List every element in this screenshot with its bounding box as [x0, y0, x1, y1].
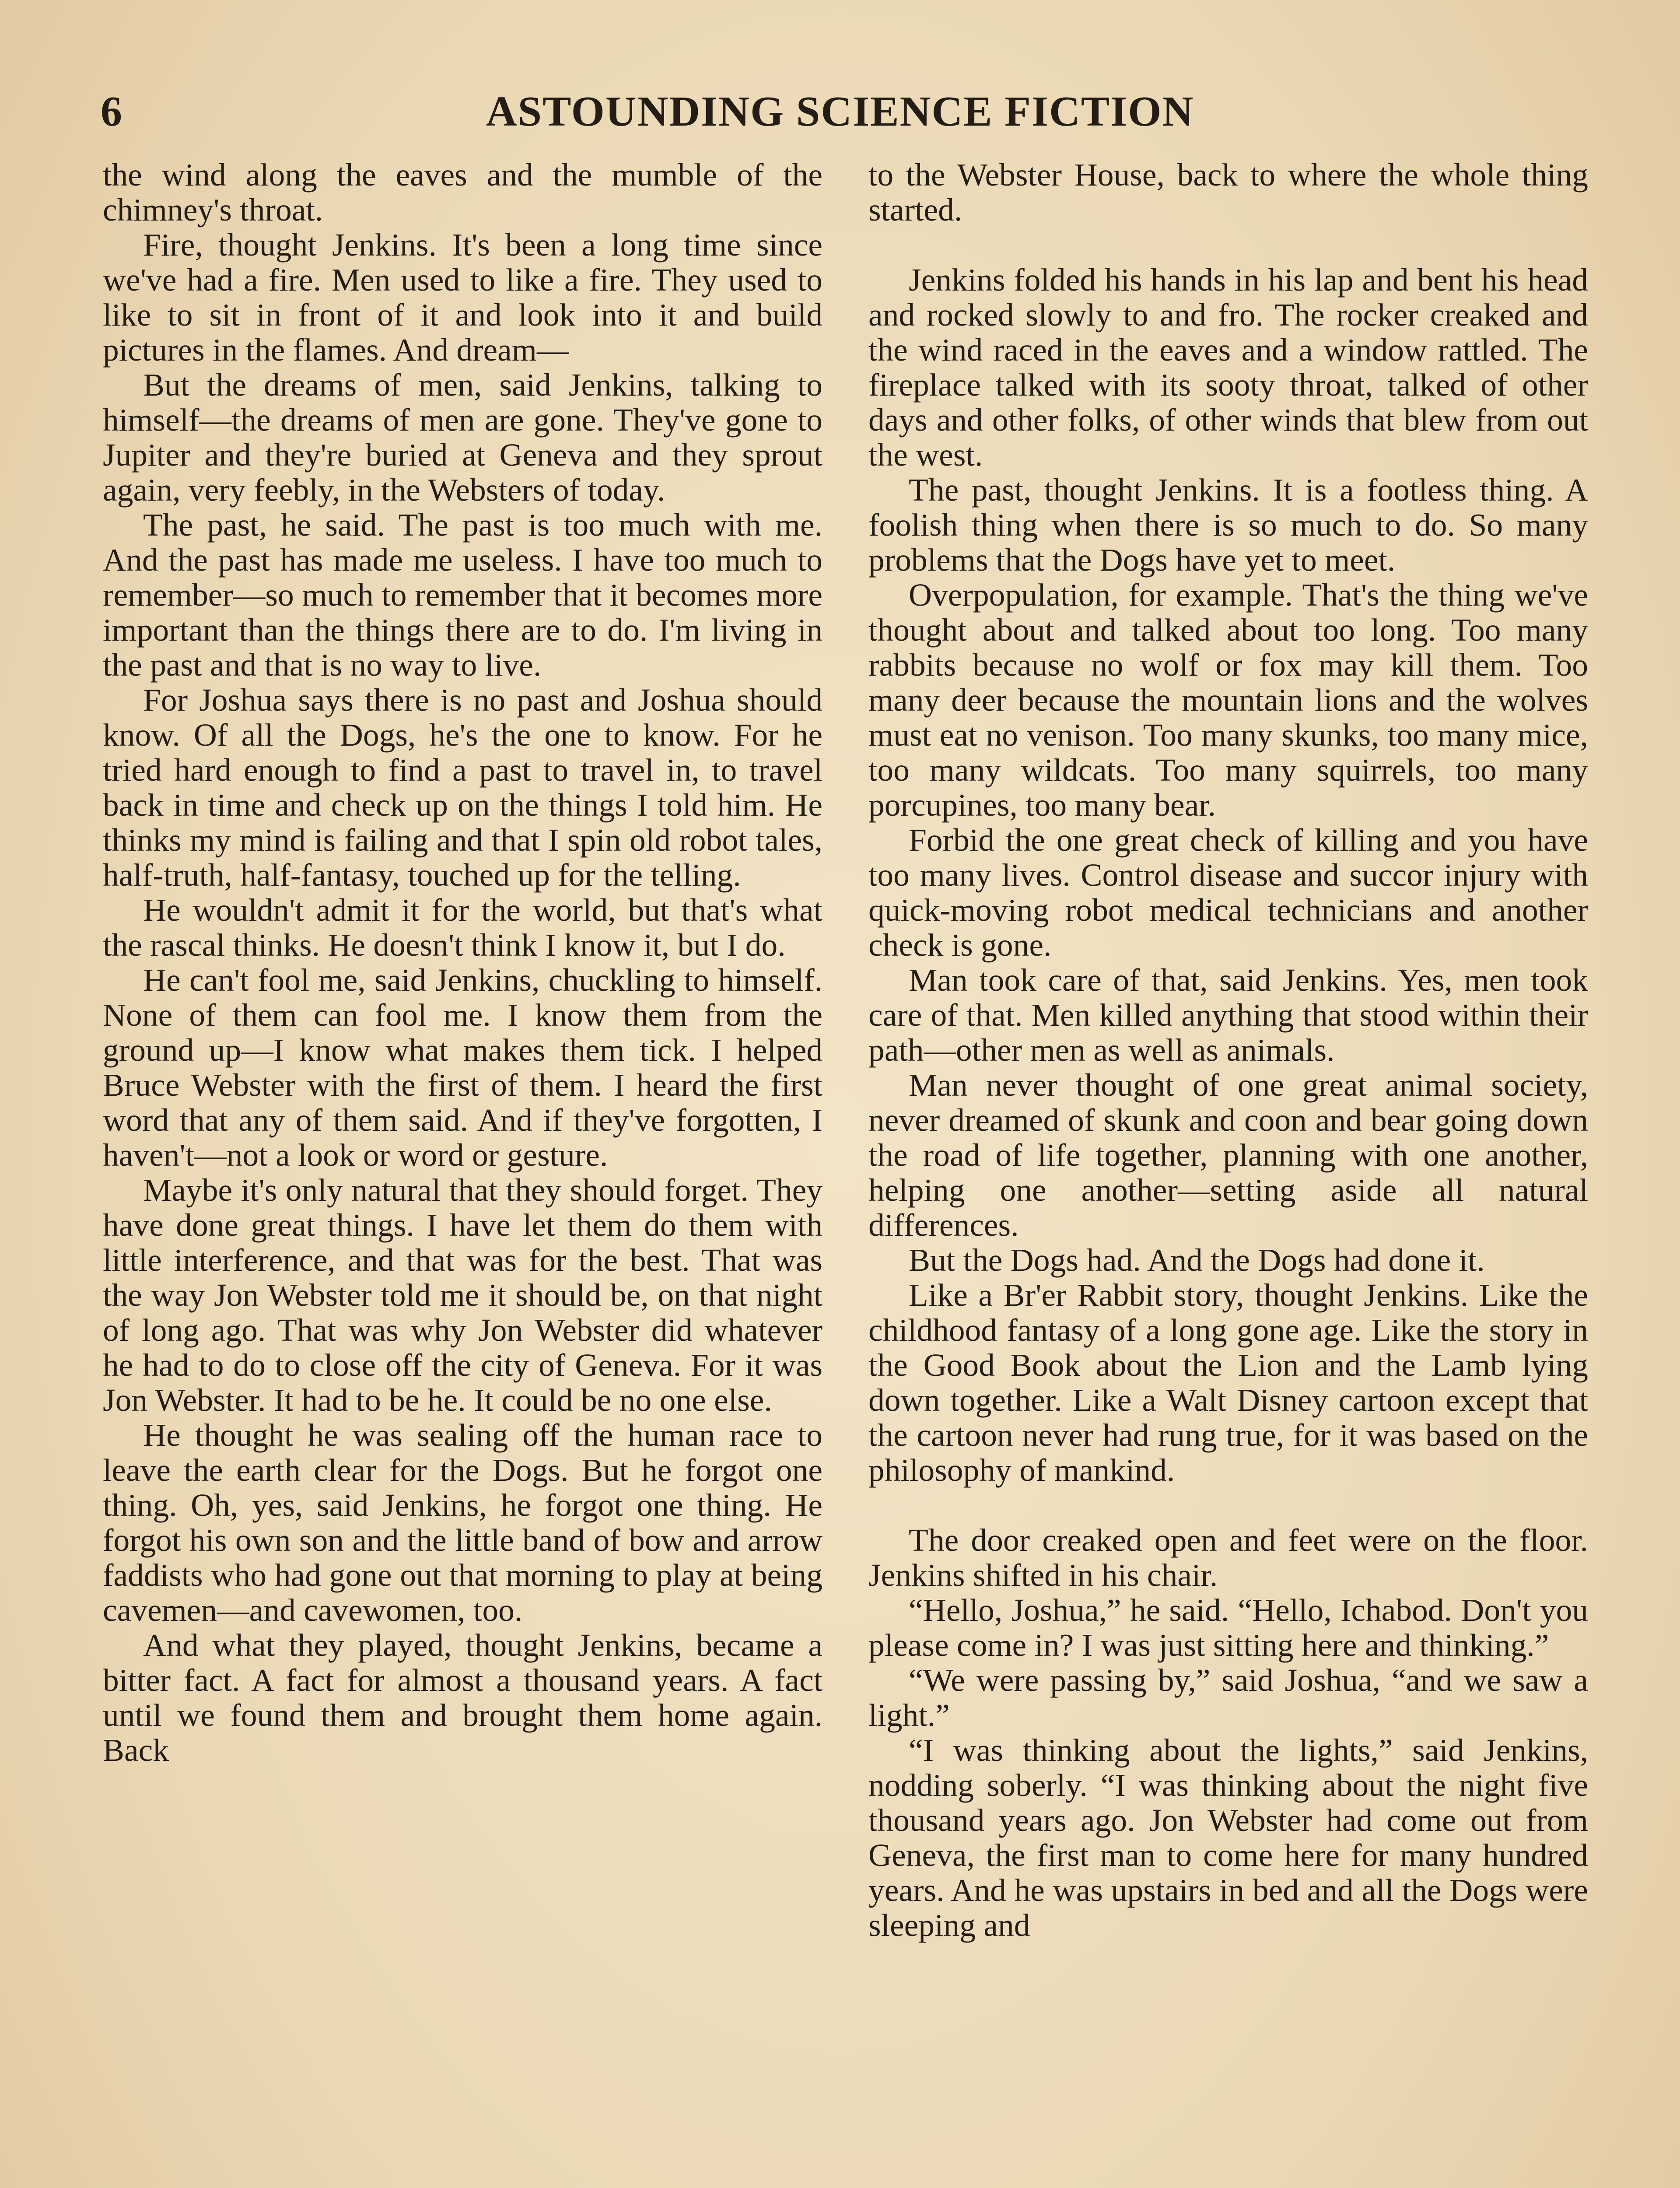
- paragraph: For Joshua says there is no past and Joshua should know. Of all the Dogs, he's the one to know. For he tried hard enough to find a past to travel in, to travel back in time and check up on the things I told him. He thinks my mind is failing and that I spin old robot tales, half-truth, half-fantasy, touched up for the telling.: [103, 682, 822, 893]
- paragraph: And what they played, thought Jenkins, became a bitter fact. A fact for almost a thousand years. A fact until we found them and brought them home again. Back: [103, 1627, 822, 1768]
- page-number: 6: [101, 88, 122, 135]
- paragraph: the wind along the eaves and the mumble of the chimney's throat.: [103, 158, 822, 228]
- paragraph: “I was thinking about the lights,” said Jenkins, nodding soberly. “I was thinking about the night five thousand years ago. Jon Webster had come out from Geneva, the first man to come here for many hundred years. And he was upstairs in bed and all the Dogs were sleeping and: [868, 1732, 1588, 1943]
- paragraph: Forbid the one great check of killing and you have too many lives. Control disease and succor injury with quick-moving robot medical technicians and another check is gone.: [868, 822, 1588, 963]
- paragraph: He thought he was sealing off the human race to leave the earth clear for the Dogs. But he forgot one thing. Oh, yes, said Jenkins, he forgot one thing. He forgot his own son and the little band of bow and arrow faddists who had gone out that morning to play at being cavemen—and cavewomen, too.: [103, 1417, 822, 1628]
- paragraph: Jenkins folded his hands in his lap and bent his head and rocked slowly to and fro. The rocker creaked and the wind raced in the eaves and a window rattled. The fireplace talked with its sooty throat, talked of other days and other folks, of other winds that blew from out the west.: [868, 262, 1588, 473]
- right-column: [868, 158, 1588, 2188]
- paragraph: But the dreams of men, said Jenkins, talking to himself—the dreams of men are gone. They've gone to Jupiter and they're buried at Geneva and they sprout again, very feebly, in the Websters of today.: [103, 367, 822, 508]
- running-title: ASTOUNDING SCIENCE FICTION: [486, 88, 1194, 135]
- paragraph: “Hello, Joshua,” he said. “Hello, Ichabod. Don't you please come in? I was just sitting here and thinking.”: [868, 1592, 1588, 1663]
- paragraph: He wouldn't admit it for the world, but that's what the rascal thinks. He doesn't think I know it, but I do.: [103, 892, 822, 963]
- paragraph: Man took care of that, said Jenkins. Yes, men took care of that. Men killed anything that stood within their path—other men as well as animals.: [868, 962, 1588, 1068]
- paragraph: He can't fool me, said Jenkins, chuckling to himself. None of them can fool me. I know them from the ground up—I know what makes them tick. I helped Bruce Webster with the first of them. I heard the first word that any of them said. And if they've forgotten, I haven't—not a look or word or gesture.: [103, 962, 822, 1173]
- paragraph: Man never thought of one great animal society, never dreamed of skunk and coon and bear going down the road of life together, planning with one another, helping one another—setting aside all natural differences.: [868, 1067, 1588, 1243]
- paragraph: “We were passing by,” said Joshua, “and we saw a light.”: [868, 1662, 1588, 1733]
- page-header: [101, 83, 1579, 140]
- paragraph: Fire, thought Jenkins. It's been a long time since we've had a fire. Men used to like a fire. They used to like to sit in front of it and look into it and build pictures in the flames. And dream—: [103, 227, 822, 368]
- paragraph: Maybe it's only natural that they should forget. They have done great things. I have let them do them with little interference, and that was for the best. That was the way Jon Webster told me it should be, on that night of long ago. That was why Jon Webster did whatever he had to do to close off the city of Geneva. For it was Jon Webster. It had to be he. It could be no one else.: [103, 1172, 822, 1418]
- left-column: [103, 158, 822, 2188]
- paragraph: Overpopulation, for example. That's the thing we've thought about and talked about too long. Too many rabbits because no wolf or fox may kill them. Too many deer because the mountain lions and the wolves must eat no venison. Too many skunks, too many mice, too many wildcats. Too many squirrels, too many porcupines, too many bear.: [868, 577, 1588, 823]
- paragraph: The door creaked open and feet were on the floor. Jenkins shifted in his chair.: [868, 1522, 1588, 1593]
- paragraph: The past, he said. The past is too much with me. And the past has made me useless. I have too much to remember—so much to remember that it becomes more important than the things there are to do. I'm living in the past and that is no way to live.: [103, 507, 822, 683]
- paragraph: to the Webster House, back to where the whole thing started.: [868, 158, 1588, 228]
- paragraph: The past, thought Jenkins. It is a footless thing. A foolish thing when there is so much to do. So many problems that the Dogs have yet to meet.: [868, 472, 1588, 578]
- paragraph: But the Dogs had. And the Dogs had done it.: [909, 1242, 1485, 1278]
- paragraph: Like a Br'er Rabbit story, thought Jenkins. Like the childhood fantasy of a long gone age. Like the story in the Good Book about the Lion and the Lamb lying down together. Like a Walt Disney cartoon except that the cartoon never had rung true, for it was based on the philosophy of mankind.: [868, 1277, 1588, 1488]
